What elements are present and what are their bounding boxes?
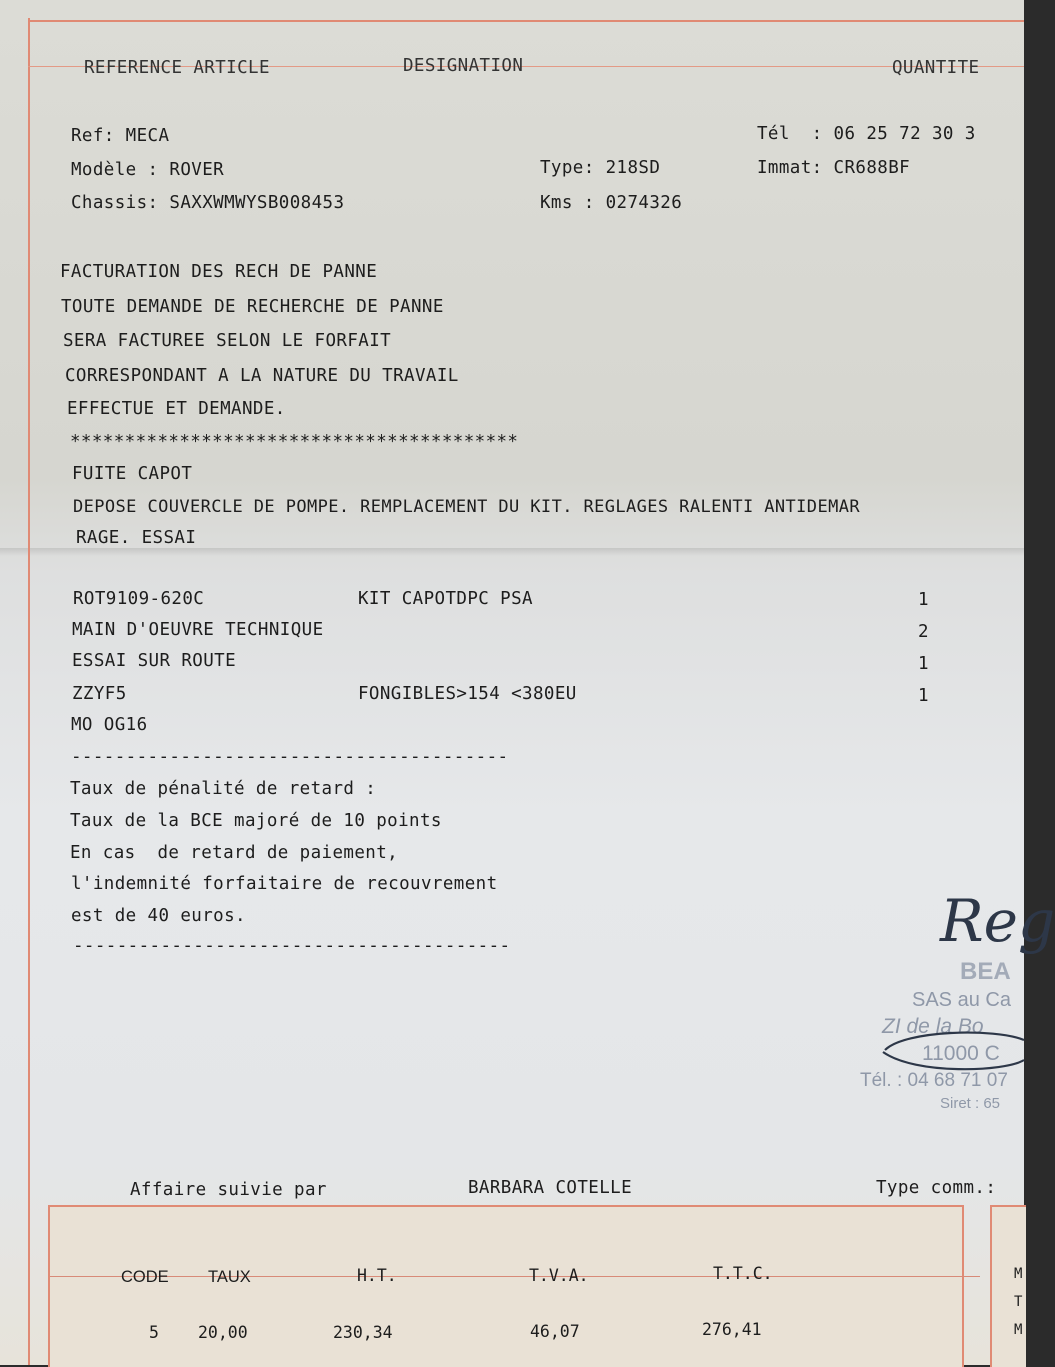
totals-col-ttc: T.T.C. [713,1264,773,1283]
paper-fold [0,548,1024,556]
terms-line: En cas de retard de paiement, [70,843,399,863]
totals-taux: 20,00 [198,1323,248,1342]
immat-field: Immat: CR688BF [757,158,911,178]
notice-line: FACTURATION DES RECH DE PANNE [60,262,378,282]
left-border [28,18,30,1365]
line-ref: MO OG16 [71,715,148,735]
work-description-cont: RAGE. ESSAI [76,528,197,548]
line-ref: ROT9109-620C [73,589,205,609]
terms-line: est de 40 euros. [71,906,246,926]
separator-stars: ***************************************** [70,432,519,452]
dash-separator: ---------------------------------------- [71,747,509,767]
terms-line: Taux de la BCE majoré de 10 points [70,811,442,831]
tel-field: Tél : 06 25 72 30 3 [757,124,976,144]
signature: Reg [940,887,1055,955]
totals-ttc: 276,41 [702,1320,762,1339]
work-description: DEPOSE COUVERCLE DE POMPE. REMPLACEMENT DU KIT. REGLAGES RALENTI ANTIDEMAR [73,497,860,517]
totals-header-rule [50,1276,980,1277]
stamp-tel: Tél. : 04 68 71 07 [860,1070,1008,1091]
terms-line: Taux de pénalité de retard : [70,779,377,799]
side-letter: M [1014,1266,1023,1282]
totals-col-taux: TAUX [208,1268,251,1286]
notice-line: SERA FACTUREE SELON LE FORFAIT [63,331,392,351]
side-letter: T [1014,1294,1023,1310]
side-letter: M [1014,1322,1023,1338]
ref-field: Ref: MECA [71,126,170,146]
dash-separator: ---------------------------------------- [73,936,511,956]
kms-field: Kms : 0274326 [540,193,683,213]
totals-col-ht: H.T. [357,1266,397,1285]
stamp-postcode: 11000 C [922,1042,1000,1065]
notice-line: CORRESPONDANT A LA NATURE DU TRAVAIL [65,366,459,386]
chassis-field: Chassis: SAXXWMWYSB008453 [71,193,345,213]
type-comm-label: Type comm.: [876,1178,997,1198]
totals-box [48,1205,964,1367]
stamp-address: ZI de la Bo [882,1015,984,1038]
signature-loop-icon [875,1020,1024,1080]
line-qty: 1 [918,654,929,674]
line-qty: 2 [918,622,929,642]
followup-name: BARBARA COTELLE [468,1178,633,1198]
line-ref: MAIN D'OEUVRE TECHNIQUE [72,620,324,640]
followup-label: Affaire suivie par [130,1180,327,1200]
col-reference-article: REFERENCE ARTICLE [84,58,270,78]
top-border [28,20,1024,22]
line-ref: ESSAI SUR ROUTE [72,651,237,671]
notice-line: TOUTE DEMANDE DE RECHERCHE DE PANNE [61,297,444,317]
terms-line: l'indemnité forfaitaire de recouvrement [71,874,498,894]
totals-col-tva: T.V.A. [529,1266,589,1285]
stamp-sas: SAS au Ca [912,989,1011,1011]
stamp-siret: Siret : 65 [940,1095,1001,1112]
totals-tva: 46,07 [530,1322,580,1341]
totals-col-code: CODE [121,1268,169,1286]
line-designation: FONGIBLES>154 <380EU [358,684,577,704]
col-designation: DESIGNATION [403,56,524,76]
stamp-company: BEA [960,958,1011,985]
line-ref: ZZYF5 [72,684,127,704]
type-field: Type: 218SD [540,158,661,178]
fault-title: FUITE CAPOT [72,464,193,484]
line-qty: 1 [918,686,929,706]
totals-ht: 230,34 [333,1323,393,1342]
totals-code: 5 [149,1323,159,1342]
notice-line: EFFECTUE ET DEMANDE. [67,399,286,419]
line-qty: 1 [918,590,929,610]
modele-field: Modèle : ROVER [71,160,225,180]
line-designation: KIT CAPOTDPC PSA [358,589,533,609]
col-quantite: QUANTITE [892,58,980,78]
totals-side-box [990,1205,1026,1367]
